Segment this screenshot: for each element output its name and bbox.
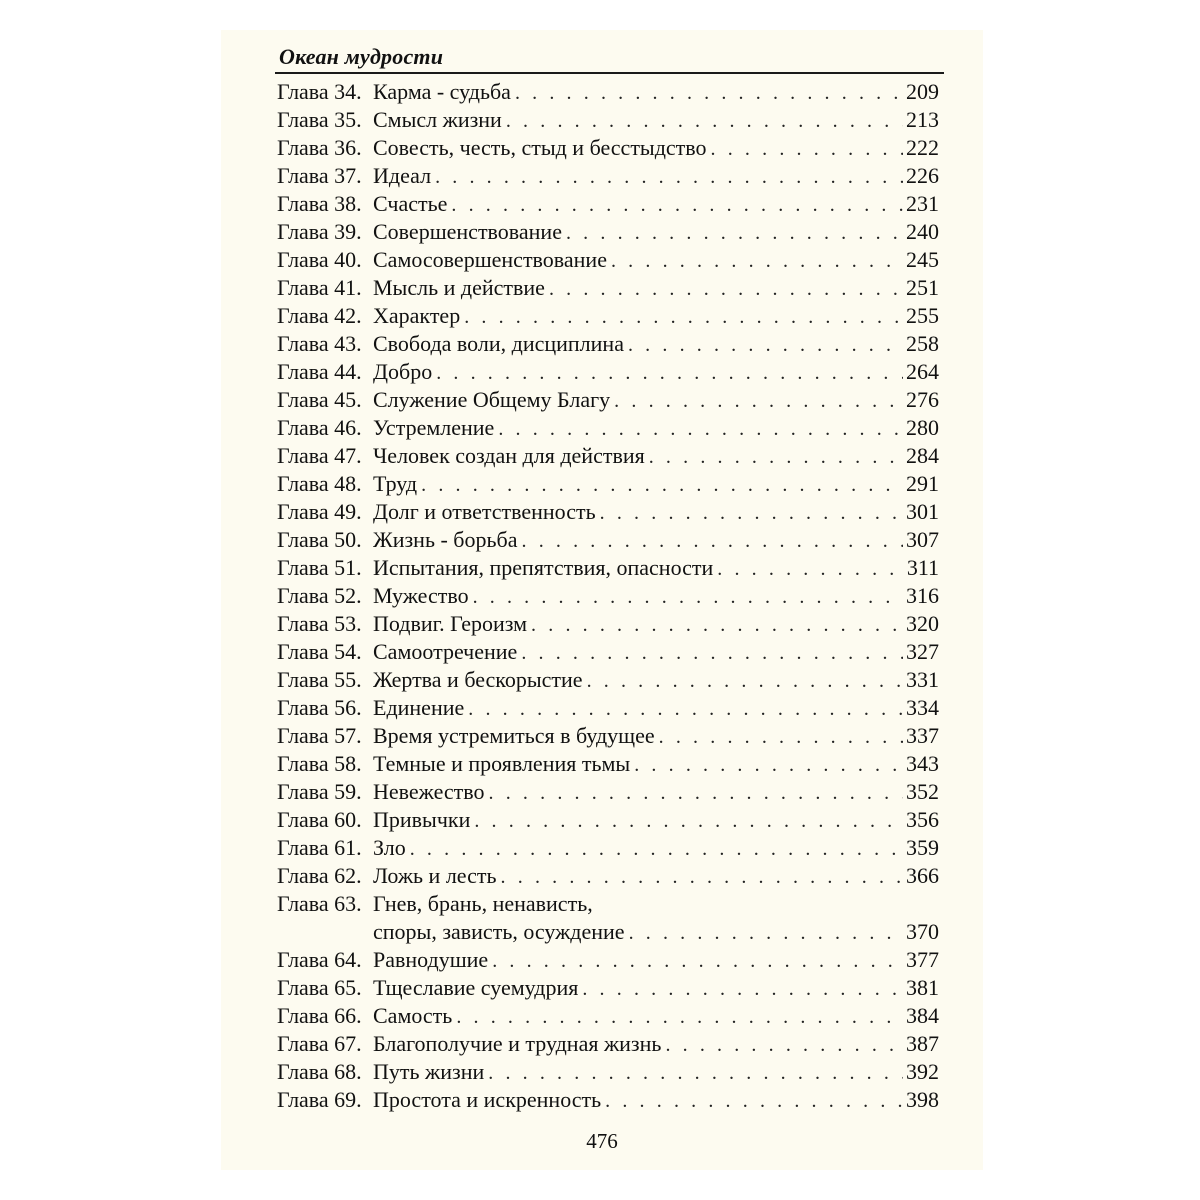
toc-chapter-title: Испытания, препятствия, опасности	[373, 555, 714, 580]
book-page	[221, 30, 983, 1170]
toc-chapter-number: Глава 35.	[277, 107, 362, 132]
toc-dot-leader	[498, 415, 903, 443]
toc-chapter-number: Глава 69.	[277, 1087, 362, 1112]
toc-dot-leader	[531, 611, 903, 639]
toc-chapter-number: Глава 67.	[277, 1031, 362, 1056]
toc-chapter-title: Благополучие и трудная жизнь	[373, 1031, 662, 1056]
toc-entry	[277, 442, 939, 470]
toc-chapter-title: Характер	[373, 303, 461, 328]
toc-chapter-number: Глава 51.	[277, 555, 362, 580]
toc-entry	[277, 806, 939, 834]
toc-chapter-title: Единение	[373, 695, 465, 720]
toc-entry	[277, 274, 939, 302]
toc-entry	[277, 638, 939, 666]
toc-entry	[277, 610, 939, 638]
toc-chapter-title: Устремление	[373, 415, 495, 440]
toc-entry	[277, 78, 939, 106]
toc-page-number: 352	[906, 779, 939, 804]
toc-entry	[277, 1002, 939, 1030]
toc-chapter-number: Глава 55.	[277, 667, 362, 692]
toc-chapter-title: Самоотречение	[373, 639, 518, 664]
toc-dot-leader	[600, 499, 903, 527]
toc-page-number: 231	[906, 191, 939, 216]
toc-page-number: 307	[906, 527, 939, 552]
toc-chapter-title: Жизнь - борьба	[373, 527, 518, 552]
toc-dot-leader	[605, 1087, 903, 1115]
toc-chapter-number: Глава 61.	[277, 835, 362, 860]
toc-entry	[277, 722, 939, 750]
toc-dot-leader	[492, 947, 903, 975]
toc-entry	[277, 554, 939, 582]
toc-chapter-title: Труд	[373, 471, 418, 496]
toc-entry	[277, 358, 939, 386]
toc-chapter-number: Глава 54.	[277, 639, 362, 664]
toc-entry	[277, 918, 939, 946]
toc-page-number: 327	[906, 639, 939, 664]
toc-chapter-title: Совесть, честь, стыд и бесстыдство	[373, 135, 707, 160]
toc-chapter-number: Глава 47.	[277, 443, 362, 468]
toc-chapter-number: Глава 48.	[277, 471, 362, 496]
toc-chapter-number: Глава 45.	[277, 387, 362, 412]
toc-dot-leader	[456, 1003, 903, 1031]
toc-dot-leader	[649, 443, 903, 471]
toc-dot-leader	[474, 807, 903, 835]
toc-chapter-title: Свобода воли, дисциплина	[373, 331, 624, 356]
toc-dot-leader	[435, 163, 903, 191]
toc-chapter-title: Подвиг. Героизм	[373, 611, 528, 636]
toc-page-number: 334	[906, 695, 939, 720]
toc-dot-leader	[421, 471, 903, 499]
toc-chapter-title: Карма - судьба	[373, 79, 511, 104]
toc-dot-leader	[611, 247, 903, 275]
toc-page-number: 291	[906, 471, 939, 496]
toc-page-number: 213	[906, 107, 939, 132]
toc-page-number: 392	[906, 1059, 939, 1084]
toc-page-number: 337	[906, 723, 939, 748]
toc-page-number: 222	[906, 135, 939, 160]
toc-dot-leader	[488, 1059, 903, 1087]
toc-entry	[277, 862, 939, 890]
toc-chapter-number: Глава 53.	[277, 611, 362, 636]
toc-entry	[277, 946, 939, 974]
toc-page-number: 366	[906, 863, 939, 888]
toc-page-number: 384	[906, 1003, 939, 1028]
toc-dot-leader	[515, 79, 903, 107]
toc-chapter-number: Глава 64.	[277, 947, 362, 972]
toc-chapter-number: Глава 52.	[277, 583, 362, 608]
toc-dot-leader	[659, 723, 903, 751]
toc-entry	[277, 666, 939, 694]
toc-chapter-number: Глава 39.	[277, 219, 362, 244]
toc-chapter-title: Привычки	[373, 807, 471, 832]
toc-dot-leader	[665, 1031, 903, 1059]
toc-page-number: 387	[906, 1031, 939, 1056]
toc-chapter-number: Глава 65.	[277, 975, 362, 1000]
toc-chapter-number: Глава 42.	[277, 303, 362, 328]
toc-chapter-title: Долг и ответственность	[373, 499, 596, 524]
toc-entry	[277, 470, 939, 498]
toc-chapter-number: Глава 66.	[277, 1003, 362, 1028]
toc-dot-leader	[436, 359, 903, 387]
toc-dot-leader	[582, 975, 903, 1003]
toc-chapter-title: споры, зависть, осуждение	[373, 919, 625, 944]
toc-chapter-title: Жертва и бескорыстие	[373, 667, 583, 692]
toc-chapter-number: Глава 60.	[277, 807, 362, 832]
toc-dot-leader	[614, 387, 903, 415]
toc-page-number: 356	[906, 807, 939, 832]
toc-chapter-number: Глава 38.	[277, 191, 362, 216]
toc-page-number: 370	[906, 919, 939, 944]
toc-chapter-title: Смысл жизни	[373, 107, 502, 132]
toc-entry	[277, 162, 939, 190]
running-title: Океан мудрости	[279, 44, 444, 69]
toc-chapter-title: Ложь и лесть	[373, 863, 497, 888]
toc-chapter-title: Самость	[373, 1003, 453, 1028]
toc-page-number: 343	[906, 751, 939, 776]
toc-page-number: 316	[906, 583, 939, 608]
toc-dot-leader	[717, 555, 904, 583]
toc-entry	[277, 1086, 939, 1114]
toc-chapter-number: Глава 56.	[277, 695, 362, 720]
toc-dot-leader	[451, 191, 903, 219]
toc-page-number: 311	[906, 555, 939, 580]
toc-chapter-number: Глава 40.	[277, 247, 362, 272]
toc-page-number: 245	[906, 247, 939, 272]
toc-page-number: 251	[906, 275, 939, 300]
toc-chapter-title: Человек создан для действия	[373, 443, 645, 468]
toc-dot-leader	[473, 583, 903, 611]
toc-dot-leader	[522, 527, 904, 555]
toc-dot-leader	[634, 751, 903, 779]
toc-entry	[277, 778, 939, 806]
toc-dot-leader	[410, 835, 903, 863]
toc-chapter-number: Глава 62.	[277, 863, 362, 888]
toc-chapter-number: Глава 50.	[277, 527, 362, 552]
toc-chapter-title: Совершенствование	[373, 219, 562, 244]
toc-dot-leader	[566, 219, 903, 247]
toc-chapter-title: Путь жизни	[373, 1059, 485, 1084]
toc-chapter-number: Глава 44.	[277, 359, 362, 384]
toc-entry	[277, 1030, 939, 1058]
toc-chapter-number: Глава 63.	[277, 891, 362, 916]
toc-page-number: 209	[906, 79, 939, 104]
toc-page-number: 320	[906, 611, 939, 636]
toc-chapter-title: Невежество	[373, 779, 485, 804]
toc-chapter-title: Зло	[373, 835, 406, 860]
toc-entry	[277, 834, 939, 862]
page-number: 476	[586, 1129, 618, 1153]
toc-dot-leader	[489, 779, 903, 807]
toc-chapter-title: Простота и искренность	[373, 1087, 602, 1112]
toc-entry	[277, 498, 939, 526]
toc-entry	[277, 386, 939, 414]
toc-entry	[277, 302, 939, 330]
toc-entry	[277, 246, 939, 274]
toc-entry	[277, 1058, 939, 1086]
toc-chapter-number: Глава 49.	[277, 499, 362, 524]
toc-dot-leader	[506, 107, 903, 135]
toc-page-number: 359	[906, 835, 939, 860]
toc-chapter-title: Темные и проявления тьмы	[373, 751, 631, 776]
toc-page-number: 226	[906, 163, 939, 188]
toc-chapter-number: Глава 34.	[277, 79, 362, 104]
toc-page-number: 276	[906, 387, 939, 412]
toc-chapter-number: Глава 43.	[277, 331, 362, 356]
toc-chapter-number: Глава 37.	[277, 163, 362, 188]
header-rule	[275, 72, 944, 74]
table-of-contents	[277, 78, 939, 1114]
toc-page-number: 331	[906, 667, 939, 692]
toc-page-number: 301	[906, 499, 939, 524]
toc-dot-leader	[468, 695, 903, 723]
toc-dot-leader	[587, 667, 903, 695]
toc-chapter-number: Глава 68.	[277, 1059, 362, 1084]
toc-chapter-title: Гнев, брань, ненависть,	[373, 891, 593, 916]
toc-entry	[277, 134, 939, 162]
toc-chapter-number: Глава 59.	[277, 779, 362, 804]
toc-page-number: 280	[906, 415, 939, 440]
toc-entry	[277, 330, 939, 358]
toc-page-number: 255	[906, 303, 939, 328]
toc-dot-leader	[629, 919, 903, 947]
toc-chapter-number: Глава 46.	[277, 415, 362, 440]
toc-dot-leader	[521, 639, 903, 667]
toc-chapter-title: Равнодушие	[373, 947, 489, 972]
toc-chapter-title: Мысль и действие	[373, 275, 545, 300]
toc-page-number: 264	[906, 359, 939, 384]
toc-entry	[277, 526, 939, 554]
toc-chapter-title: Добро	[373, 359, 433, 384]
toc-page-number: 398	[906, 1087, 939, 1112]
toc-chapter-title: Служение Общему Благу	[373, 387, 611, 412]
toc-dot-leader	[549, 275, 903, 303]
toc-entry	[277, 890, 939, 918]
toc-dot-leader	[628, 331, 903, 359]
toc-entry	[277, 694, 939, 722]
toc-page-number: 377	[906, 947, 939, 972]
toc-chapter-number: Глава 58.	[277, 751, 362, 776]
toc-dot-leader	[464, 303, 903, 331]
toc-entry	[277, 750, 939, 778]
toc-page-number: 258	[906, 331, 939, 356]
toc-chapter-title: Тщеславие суемудрия	[373, 975, 579, 1000]
toc-entry	[277, 974, 939, 1002]
toc-dot-leader	[711, 135, 903, 163]
toc-chapter-title: Мужество	[373, 583, 469, 608]
toc-entry	[277, 218, 939, 246]
toc-chapter-number: Глава 57.	[277, 723, 362, 748]
toc-chapter-number: Глава 41.	[277, 275, 362, 300]
toc-entry	[277, 414, 939, 442]
toc-entry	[277, 190, 939, 218]
toc-entry	[277, 582, 939, 610]
toc-chapter-title: Время устремиться в будущее	[373, 723, 655, 748]
toc-chapter-title: Счастье	[373, 191, 448, 216]
toc-dot-leader	[501, 863, 903, 891]
toc-chapter-number: Глава 36.	[277, 135, 362, 160]
toc-page-number: 284	[906, 443, 939, 468]
toc-page-number: 240	[906, 219, 939, 244]
toc-entry	[277, 106, 939, 134]
toc-chapter-title: Самосовершенствование	[373, 247, 607, 272]
toc-page-number: 381	[906, 975, 939, 1000]
toc-chapter-title: Идеал	[373, 163, 432, 188]
